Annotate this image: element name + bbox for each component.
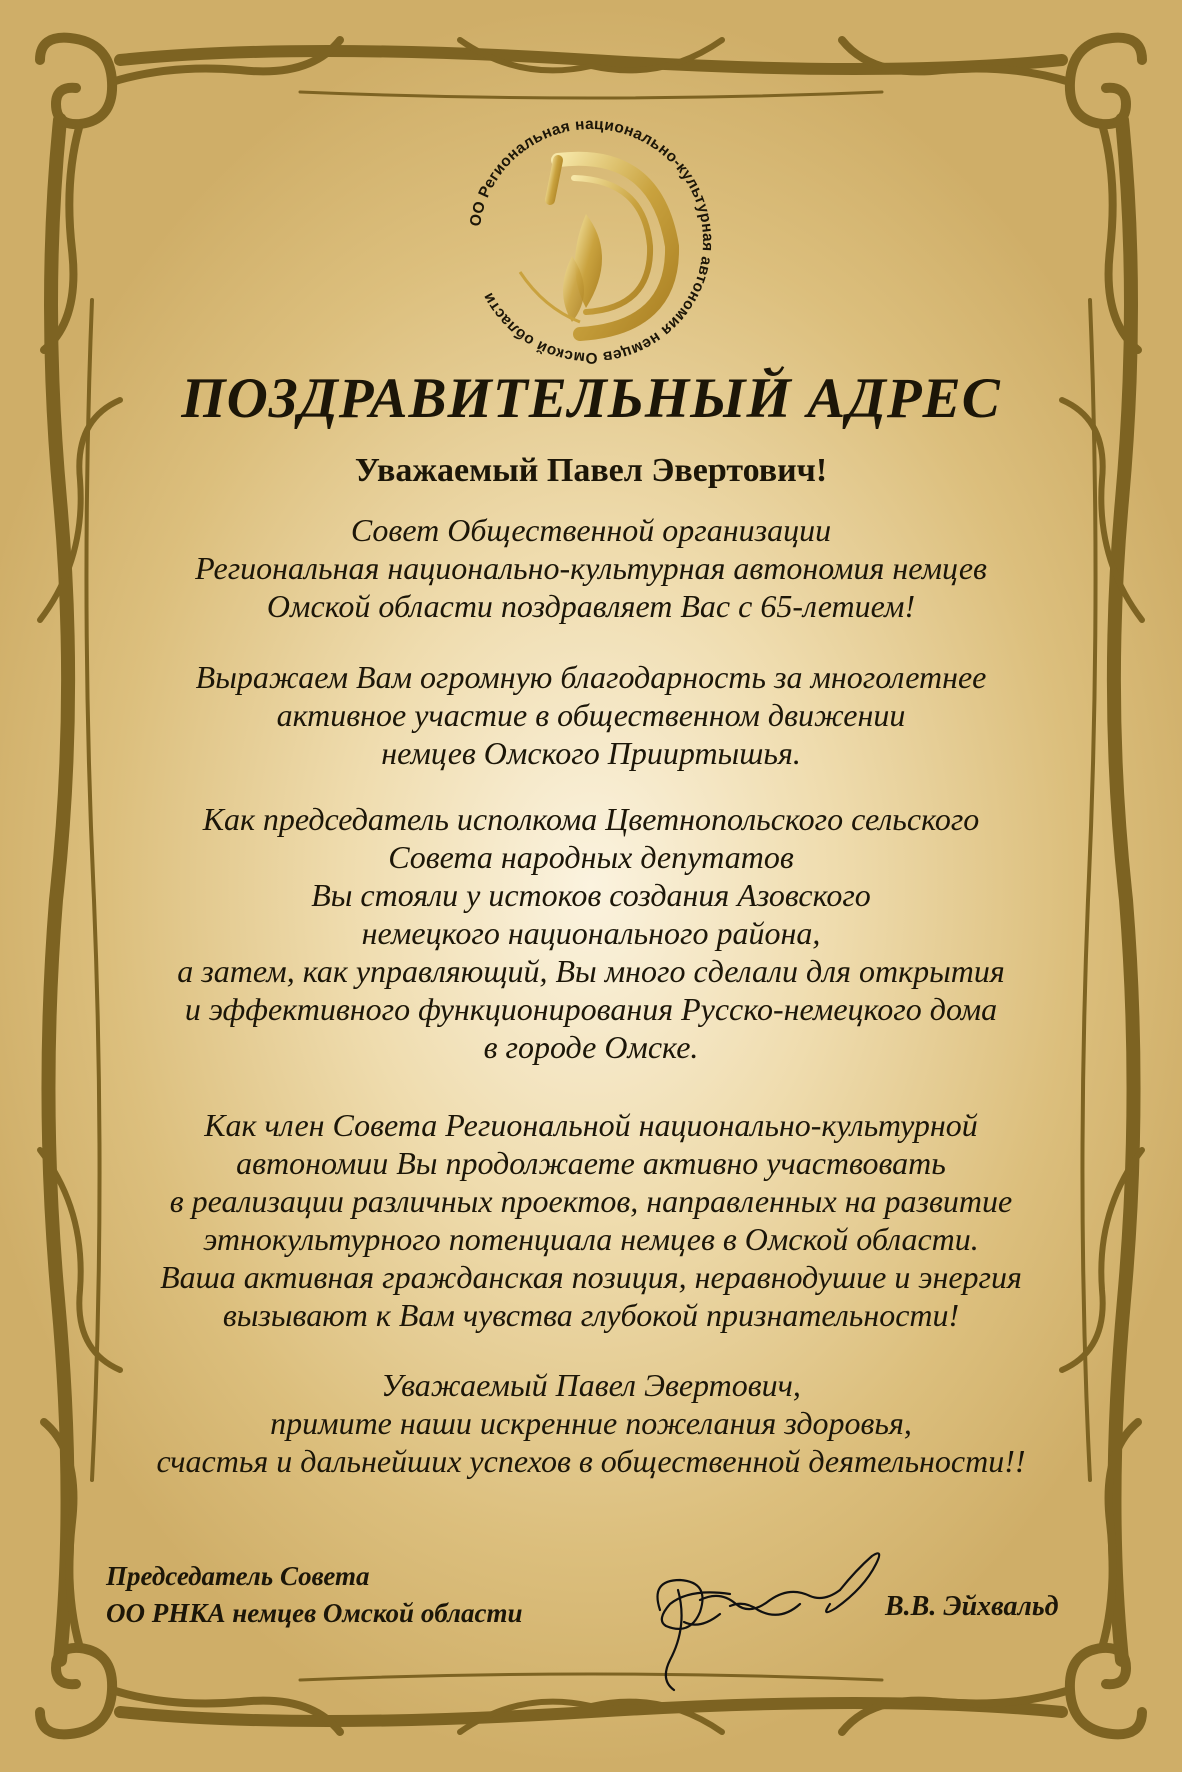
paragraph-congratulation bbox=[80, 511, 1102, 625]
text-line: Уважаемый Павел Эвертович, bbox=[381, 1367, 801, 1403]
text-line: Региональная национально-культурная автономия немцев bbox=[195, 550, 987, 586]
text-line: немецкого национального района, bbox=[361, 915, 821, 951]
autonomy-emblem-icon bbox=[446, 96, 736, 386]
text-line: автономии Вы продолжаете активно участвовать bbox=[236, 1145, 946, 1181]
text-line: Совета народных депутатов bbox=[388, 839, 794, 875]
text-line: Омской области поздравляет Вас с 65-летием! bbox=[266, 588, 916, 624]
handwritten-signature bbox=[640, 1530, 890, 1700]
text-line: этнокультурного потенциала немцев в Омской области. bbox=[203, 1221, 979, 1257]
paragraph-gratitude bbox=[80, 658, 1102, 772]
text-line: Ваша активная гражданская позиция, неравнодушие и энергия bbox=[160, 1259, 1022, 1295]
text-line: Совет Общественной организации bbox=[350, 512, 832, 548]
text-line: в реализации различных проектов, направленных на развитие bbox=[169, 1183, 1013, 1219]
text-line: и эффективного функционирования Русско-немецкого дома bbox=[184, 991, 998, 1027]
paragraph-council-member bbox=[80, 1106, 1102, 1334]
greeting: Уважаемый Павел Эвертович! bbox=[354, 452, 828, 489]
text-line: активное участие в общественном движении bbox=[276, 697, 906, 733]
text-line: а затем, как управляющий, Вы много сделали для открытия bbox=[177, 953, 1005, 989]
text-line: в городе Омске. bbox=[483, 1029, 699, 1065]
text-line: счастья и дальнейших успехов в общественной деятельности!! bbox=[156, 1443, 1026, 1479]
signatory-position-line: ОО РНКА немцев Омской области bbox=[106, 1598, 523, 1628]
text-line: Выражаем Вам огромную благодарность за многолетнее bbox=[195, 659, 987, 695]
paragraph-wishes bbox=[80, 1366, 1102, 1480]
signatory-name: В.В. Эйхвальд bbox=[885, 1591, 1059, 1622]
document-title: ПОЗДРАВИТЕЛЬНЫЙ АДРЕС bbox=[181, 367, 1001, 430]
emblem-ring-text: ОО Региональная национально-культурная автономия немцев Омской области bbox=[466, 115, 717, 367]
signatory-position bbox=[106, 1558, 522, 1632]
text-line: Как член Совета Региональной национально-культурной bbox=[204, 1107, 978, 1143]
text-line: Как председатель исполкома Цветнопольского сельского bbox=[202, 801, 980, 837]
signatory-position-line: Председатель Совета bbox=[106, 1561, 370, 1591]
paragraph-career bbox=[80, 800, 1102, 1066]
text-line: примите наши искренние пожелания здоровья, bbox=[270, 1405, 912, 1441]
text-line: вызывают к Вам чувства глубокой признательности! bbox=[222, 1297, 960, 1333]
text-line: немцев Омского Прииртышья. bbox=[381, 735, 801, 771]
text-line: Вы стояли у истоков создания Азовского bbox=[311, 877, 871, 913]
